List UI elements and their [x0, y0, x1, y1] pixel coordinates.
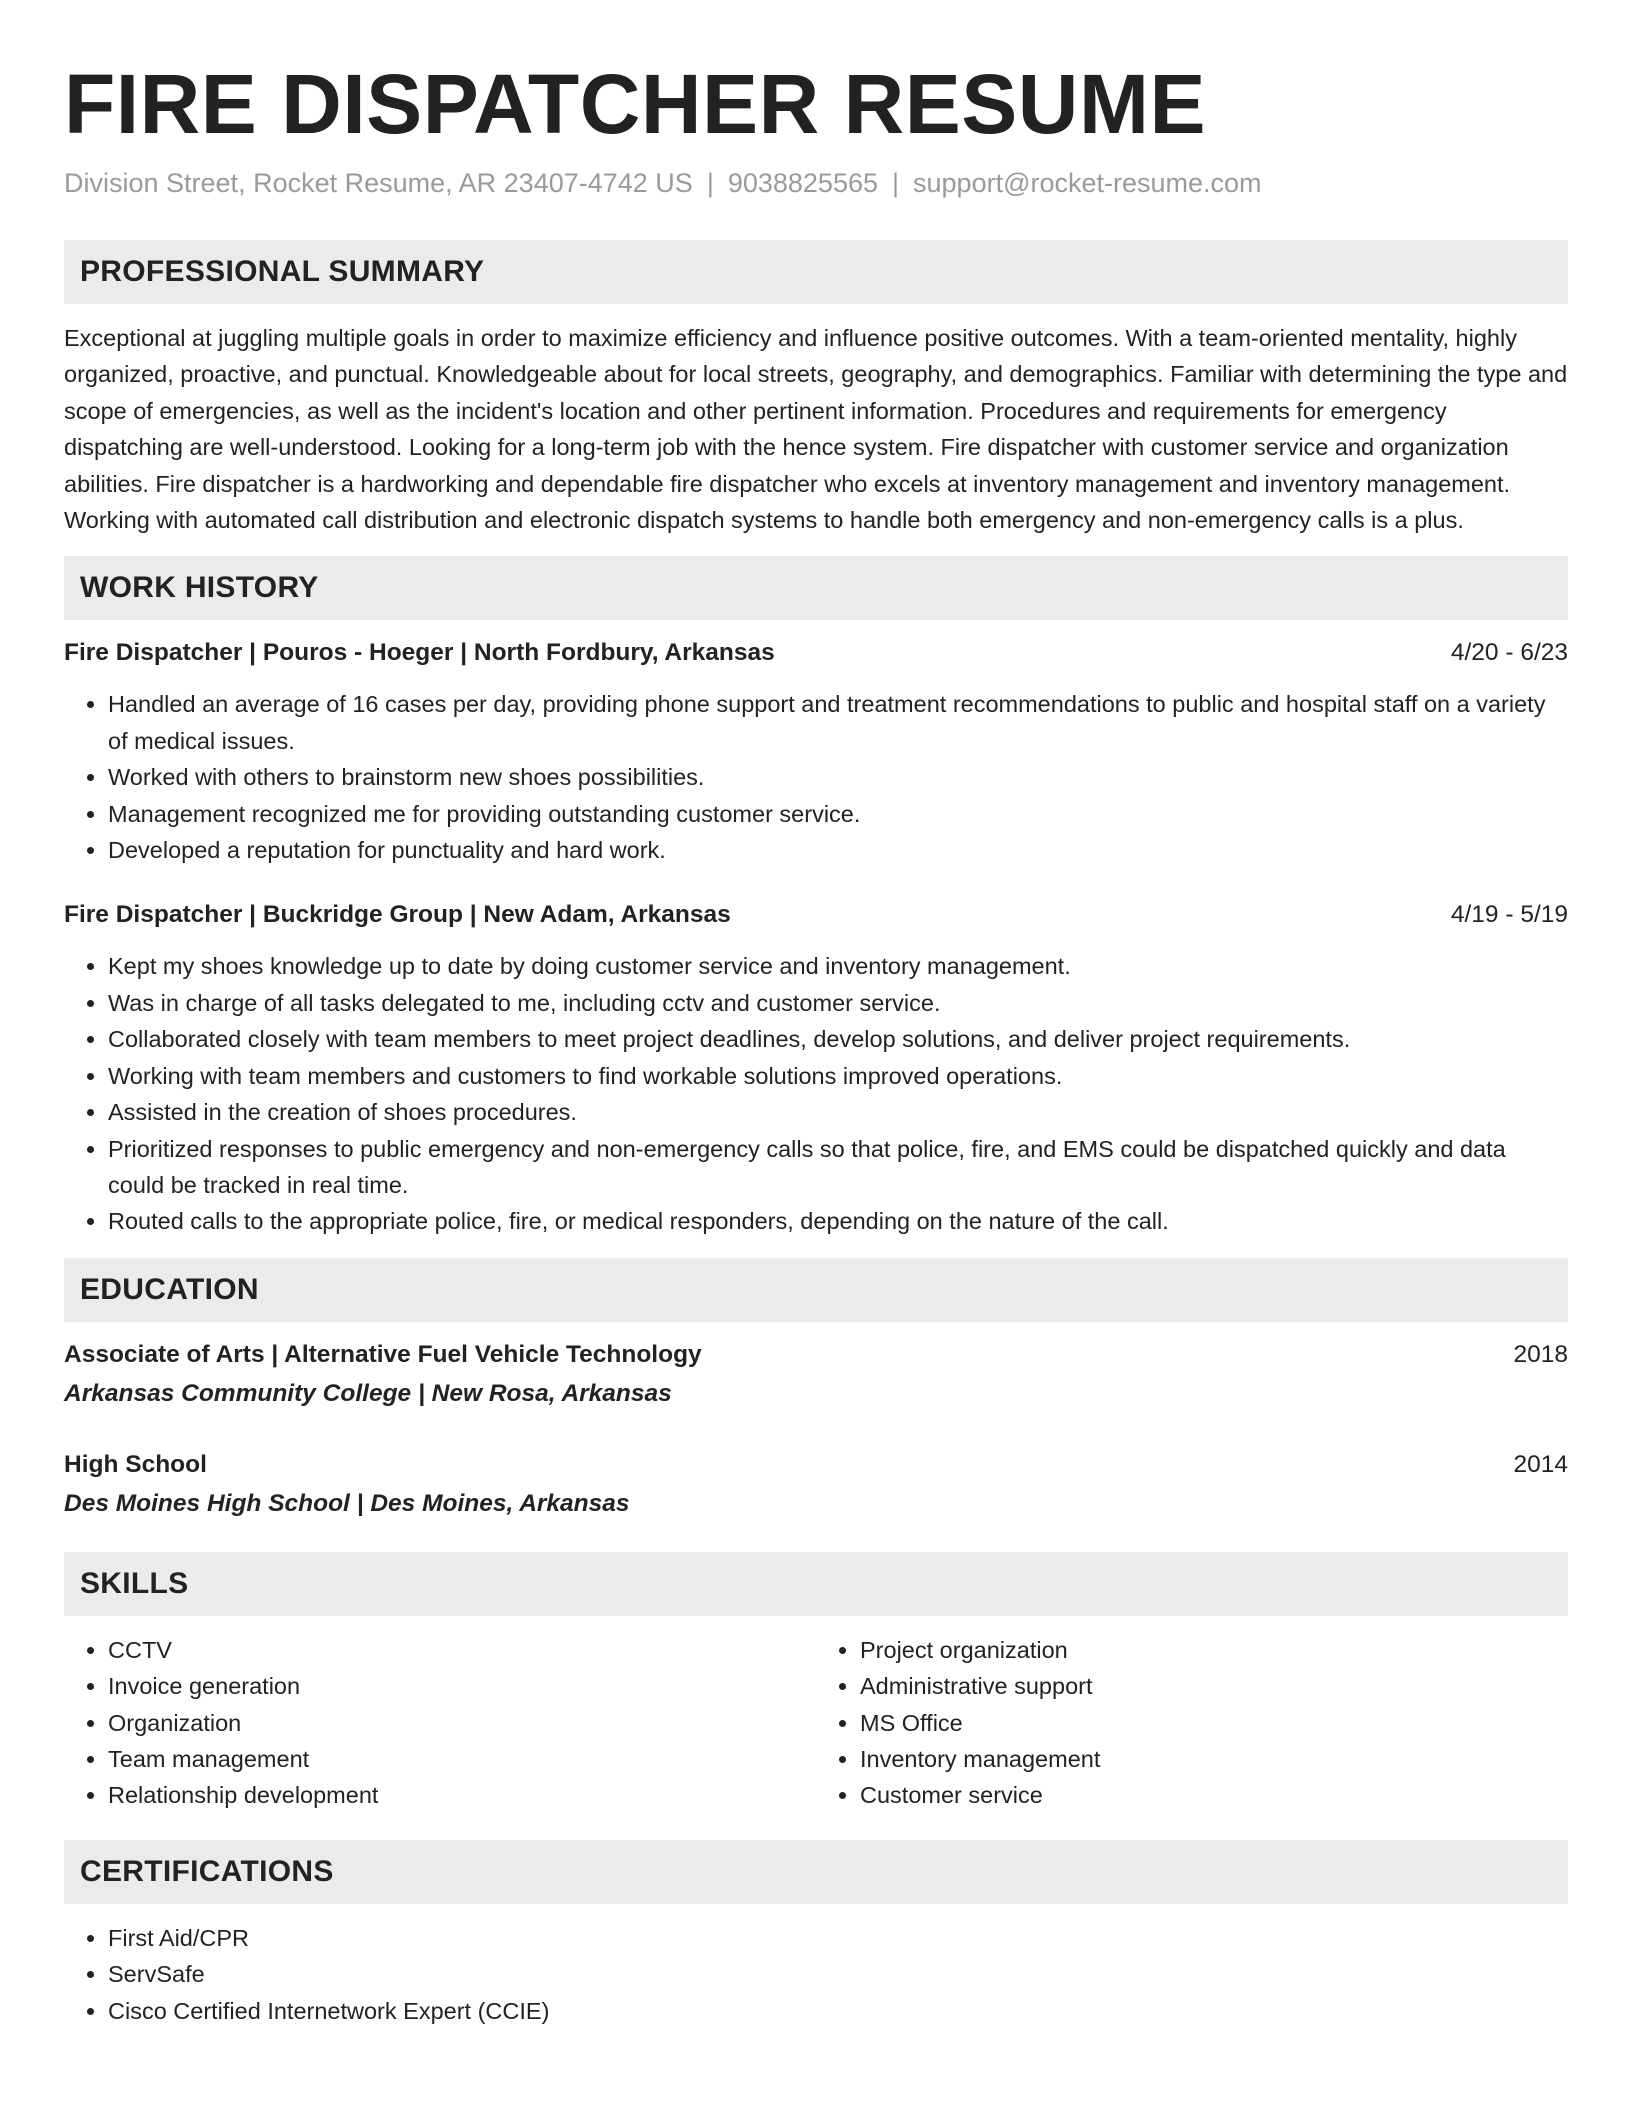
- job-bullet: • Kept my shoes knowledge up to date by doing customer service and inventory management.: [108, 948, 1568, 984]
- job-title: Fire Dispatcher | Buckridge Group | New Adam, Arkansas: [64, 901, 731, 929]
- work-section-header: [64, 556, 1568, 620]
- skill-item: • Inventory management: [860, 1741, 1568, 1777]
- skill-item: • Project organization: [860, 1632, 1568, 1668]
- job-bullet: • Collaborated closely with team members to meet project deadlines, develop solutions, and deliver project requirements.: [108, 1021, 1568, 1057]
- contact-line: [64, 166, 1568, 200]
- education-entry-header: [64, 1448, 1568, 1482]
- skill-item: • Invoice generation: [108, 1668, 816, 1704]
- certifications-list: [64, 1920, 1568, 2029]
- education-school: Des Moines High School | Des Moines, Arkansas: [64, 1489, 630, 1517]
- certification-item: • Cisco Certified Internetwork Expert (CCIE): [108, 1993, 1568, 2029]
- work-heading: WORK HISTORY: [80, 571, 319, 605]
- job-bullet: • Handled an average of 16 cases per day, providing phone support and treatment recommendations to public and hospital staff on a variety of medical issues.: [108, 686, 1568, 759]
- job-entry-header: [64, 636, 1568, 670]
- job-dates: 4/20 - 6/23: [1450, 639, 1568, 667]
- job-bullet: • Prioritized responses to public emergency and non-emergency calls so that police, fire, and EMS could be dispatched quickly and data could be tracked in real time.: [108, 1131, 1568, 1204]
- education-heading: EDUCATION: [80, 1272, 259, 1306]
- skills-list-left: [64, 1632, 816, 1814]
- skill-item: • MS Office: [860, 1705, 1568, 1741]
- summary-text: Exceptional at juggling multiple goals in order to maximize efficiency and influence positive outcomes. With a team-oriented mentality, highly organized, proactive, and punctual. Knowledgeable about for local streets, geography, and demographics. Familiar with determining the type and scope of emergencies, as well as the incident's location and other pertinent information. Procedures and requirements for emergency dispatching are well-understood. Looking for a long-term job with the hence system. Fire dispatcher with customer service and organization abilities. Fire dispatcher is a hardworking and dependable fire dispatcher who excels at inventory management and inventory management. Working with automated call distribution and electronic dispatch systems to handle both emergency and non-emergency calls is a plus.: [64, 325, 1568, 534]
- resume-name: FIRE DISPATCHER RESUME: [64, 57, 1206, 151]
- job-title: Fire Dispatcher | Pouros - Hoeger | North Fordbury, Arkansas: [64, 639, 775, 667]
- job-entry-header: [64, 898, 1568, 932]
- contact-address: Division Street, Rocket Resume, AR 23407-4742 US: [64, 168, 693, 198]
- job-bullet-list: [64, 948, 1568, 1239]
- skill-item: • CCTV: [108, 1632, 816, 1668]
- certification-item: • ServSafe: [108, 1956, 1568, 1992]
- contact-email: support@rocket-resume.com: [913, 168, 1262, 198]
- skills-list-right: [816, 1632, 1568, 1814]
- education-degree: High School: [64, 1450, 207, 1478]
- skill-item: • Relationship development: [108, 1777, 816, 1813]
- education-degree: Associate of Arts | Alternative Fuel Vehicle Technology: [64, 1340, 702, 1368]
- job-bullet: • Assisted in the creation of shoes procedures.: [108, 1094, 1568, 1130]
- job-bullet: • Management recognized me for providing outstanding customer service.: [108, 796, 1568, 832]
- education-section-header: [64, 1258, 1568, 1322]
- summary-heading: PROFESSIONAL SUMMARY: [80, 255, 485, 288]
- contact-separator: |: [706, 168, 714, 198]
- job-bullet: • Was in charge of all tasks delegated to me, including cctv and customer service.: [108, 985, 1568, 1021]
- skill-item: • Organization: [108, 1705, 816, 1741]
- education-school: Arkansas Community College | New Rosa, Arkansas: [64, 1379, 672, 1407]
- summary-section-header: [64, 240, 1568, 304]
- skill-item: • Customer service: [860, 1777, 1568, 1813]
- certifications-heading: CERTIFICATIONS: [80, 1854, 334, 1888]
- resume-page: [64, 0, 1568, 2029]
- contact-phone: 9038825565: [727, 168, 878, 198]
- job-bullet-list: [64, 686, 1568, 868]
- skills-section-header: [64, 1552, 1568, 1616]
- certifications-section-header: [64, 1840, 1568, 1904]
- education-year: 2018: [1513, 1340, 1568, 1368]
- job-bullet: • Worked with others to brainstorm new shoes possibilities.: [108, 759, 1568, 795]
- job-bullet: • Working with team members and customers to find workable solutions improved operations.: [108, 1058, 1568, 1094]
- skills-heading: SKILLS: [80, 1566, 189, 1600]
- job-bullet: • Routed calls to the appropriate police, fire, or medical responders, depending on the nature of the call.: [108, 1203, 1568, 1239]
- certification-item: • First Aid/CPR: [108, 1920, 1568, 1956]
- skill-item: • Team management: [108, 1741, 816, 1777]
- education-entry-header: [64, 1338, 1568, 1372]
- skills-columns: [64, 1632, 1568, 1814]
- contact-separator: |: [892, 168, 900, 198]
- skill-item: • Administrative support: [860, 1668, 1568, 1704]
- job-dates: 4/19 - 5/19: [1450, 901, 1568, 929]
- job-bullet: • Developed a reputation for punctuality and hard work.: [108, 832, 1568, 868]
- education-year: 2014: [1513, 1450, 1568, 1478]
